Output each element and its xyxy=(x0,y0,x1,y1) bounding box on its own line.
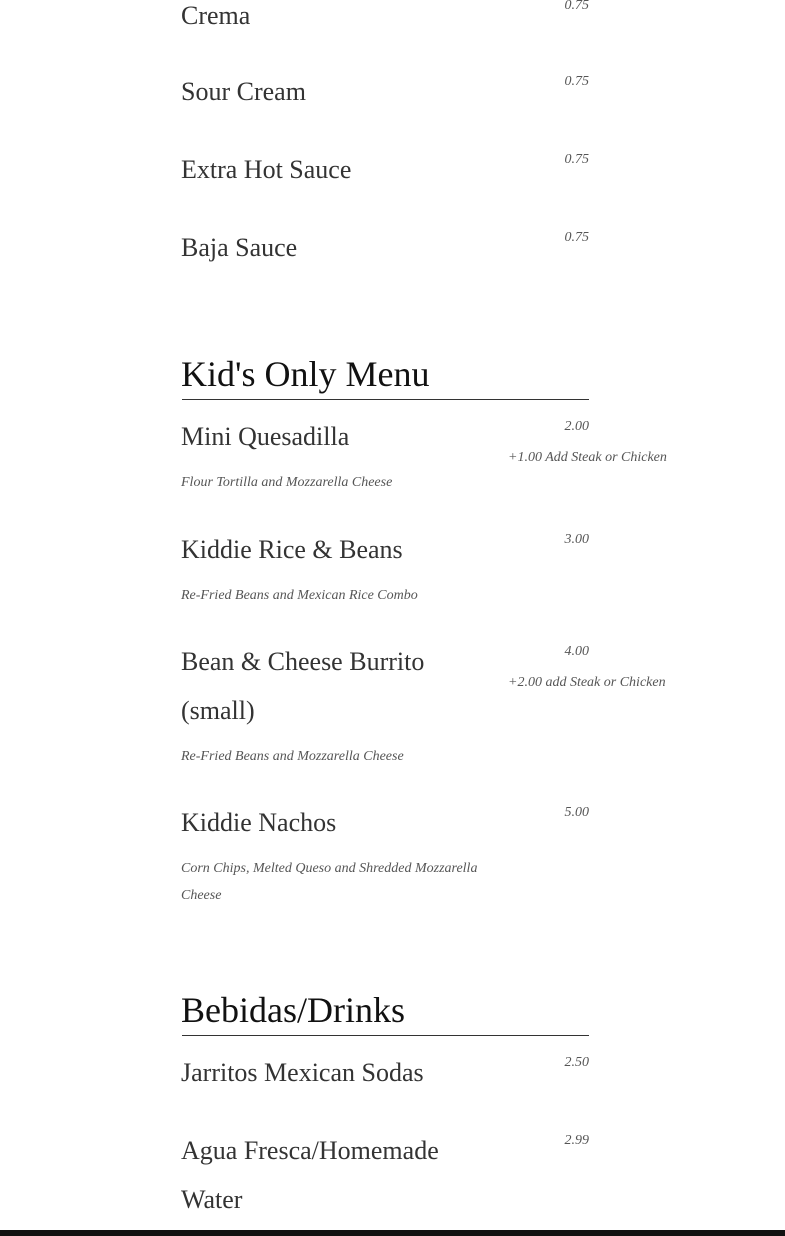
menu-item-name-line1: Bean & Cheese Burrito xyxy=(181,647,425,676)
menu-item-price: 5.00 xyxy=(564,805,589,820)
section-heading-drinks: Bebidas/Drinks xyxy=(181,990,405,1030)
menu-item-price: 2.99 xyxy=(564,1133,589,1148)
menu-item-name: Sour Cream xyxy=(181,77,306,106)
bottom-bar xyxy=(0,1230,785,1236)
section-divider xyxy=(182,1035,589,1036)
menu-item-addon: +1.00 Add Steak or Chicken xyxy=(508,450,667,465)
menu-item-addon: +2.00 add Steak or Chicken xyxy=(508,675,666,690)
menu-item-name: Mini Quesadilla xyxy=(181,422,350,451)
menu-item-name: Kiddie Nachos xyxy=(181,808,337,837)
menu-item-name: Extra Hot Sauce xyxy=(181,155,352,184)
menu-item-price: 0.75 xyxy=(564,0,589,13)
menu-item-description: Flour Tortilla and Mozzarella Cheese xyxy=(181,475,393,490)
menu-item-name: Crema xyxy=(181,1,251,30)
section-heading-kids-menu: Kid's Only Menu xyxy=(181,354,430,394)
menu-item-price: 0.75 xyxy=(564,152,589,167)
menu-item-price: 4.00 xyxy=(564,644,589,659)
menu-item-price: 2.00 xyxy=(564,419,589,434)
menu-item-price: 2.50 xyxy=(564,1055,589,1070)
menu-item-description: Re-Fried Beans and Mexican Rice Combo xyxy=(181,588,418,603)
menu-item-price: 0.75 xyxy=(564,230,589,245)
menu-item-name: Baja Sauce xyxy=(181,233,298,262)
menu-item-description: Corn Chips, Melted Queso and Shredded Mozzarella Cheese xyxy=(181,861,478,903)
menu-item-name-line1: Agua Fresca/Homemade xyxy=(181,1136,439,1165)
menu-item-name: Kiddie Rice & Beans xyxy=(181,535,403,564)
menu-item-price: 0.75 xyxy=(564,74,589,89)
menu-item-description: Re-Fried Beans and Mozzarella Cheese xyxy=(181,749,404,764)
menu-item-name-line2: (small) xyxy=(181,696,255,725)
menu-item-price: 3.00 xyxy=(564,532,589,547)
menu-item-name: Jarritos Mexican Sodas xyxy=(181,1058,424,1087)
section-divider xyxy=(182,399,589,400)
menu-item-name-line2: Water xyxy=(181,1185,243,1214)
